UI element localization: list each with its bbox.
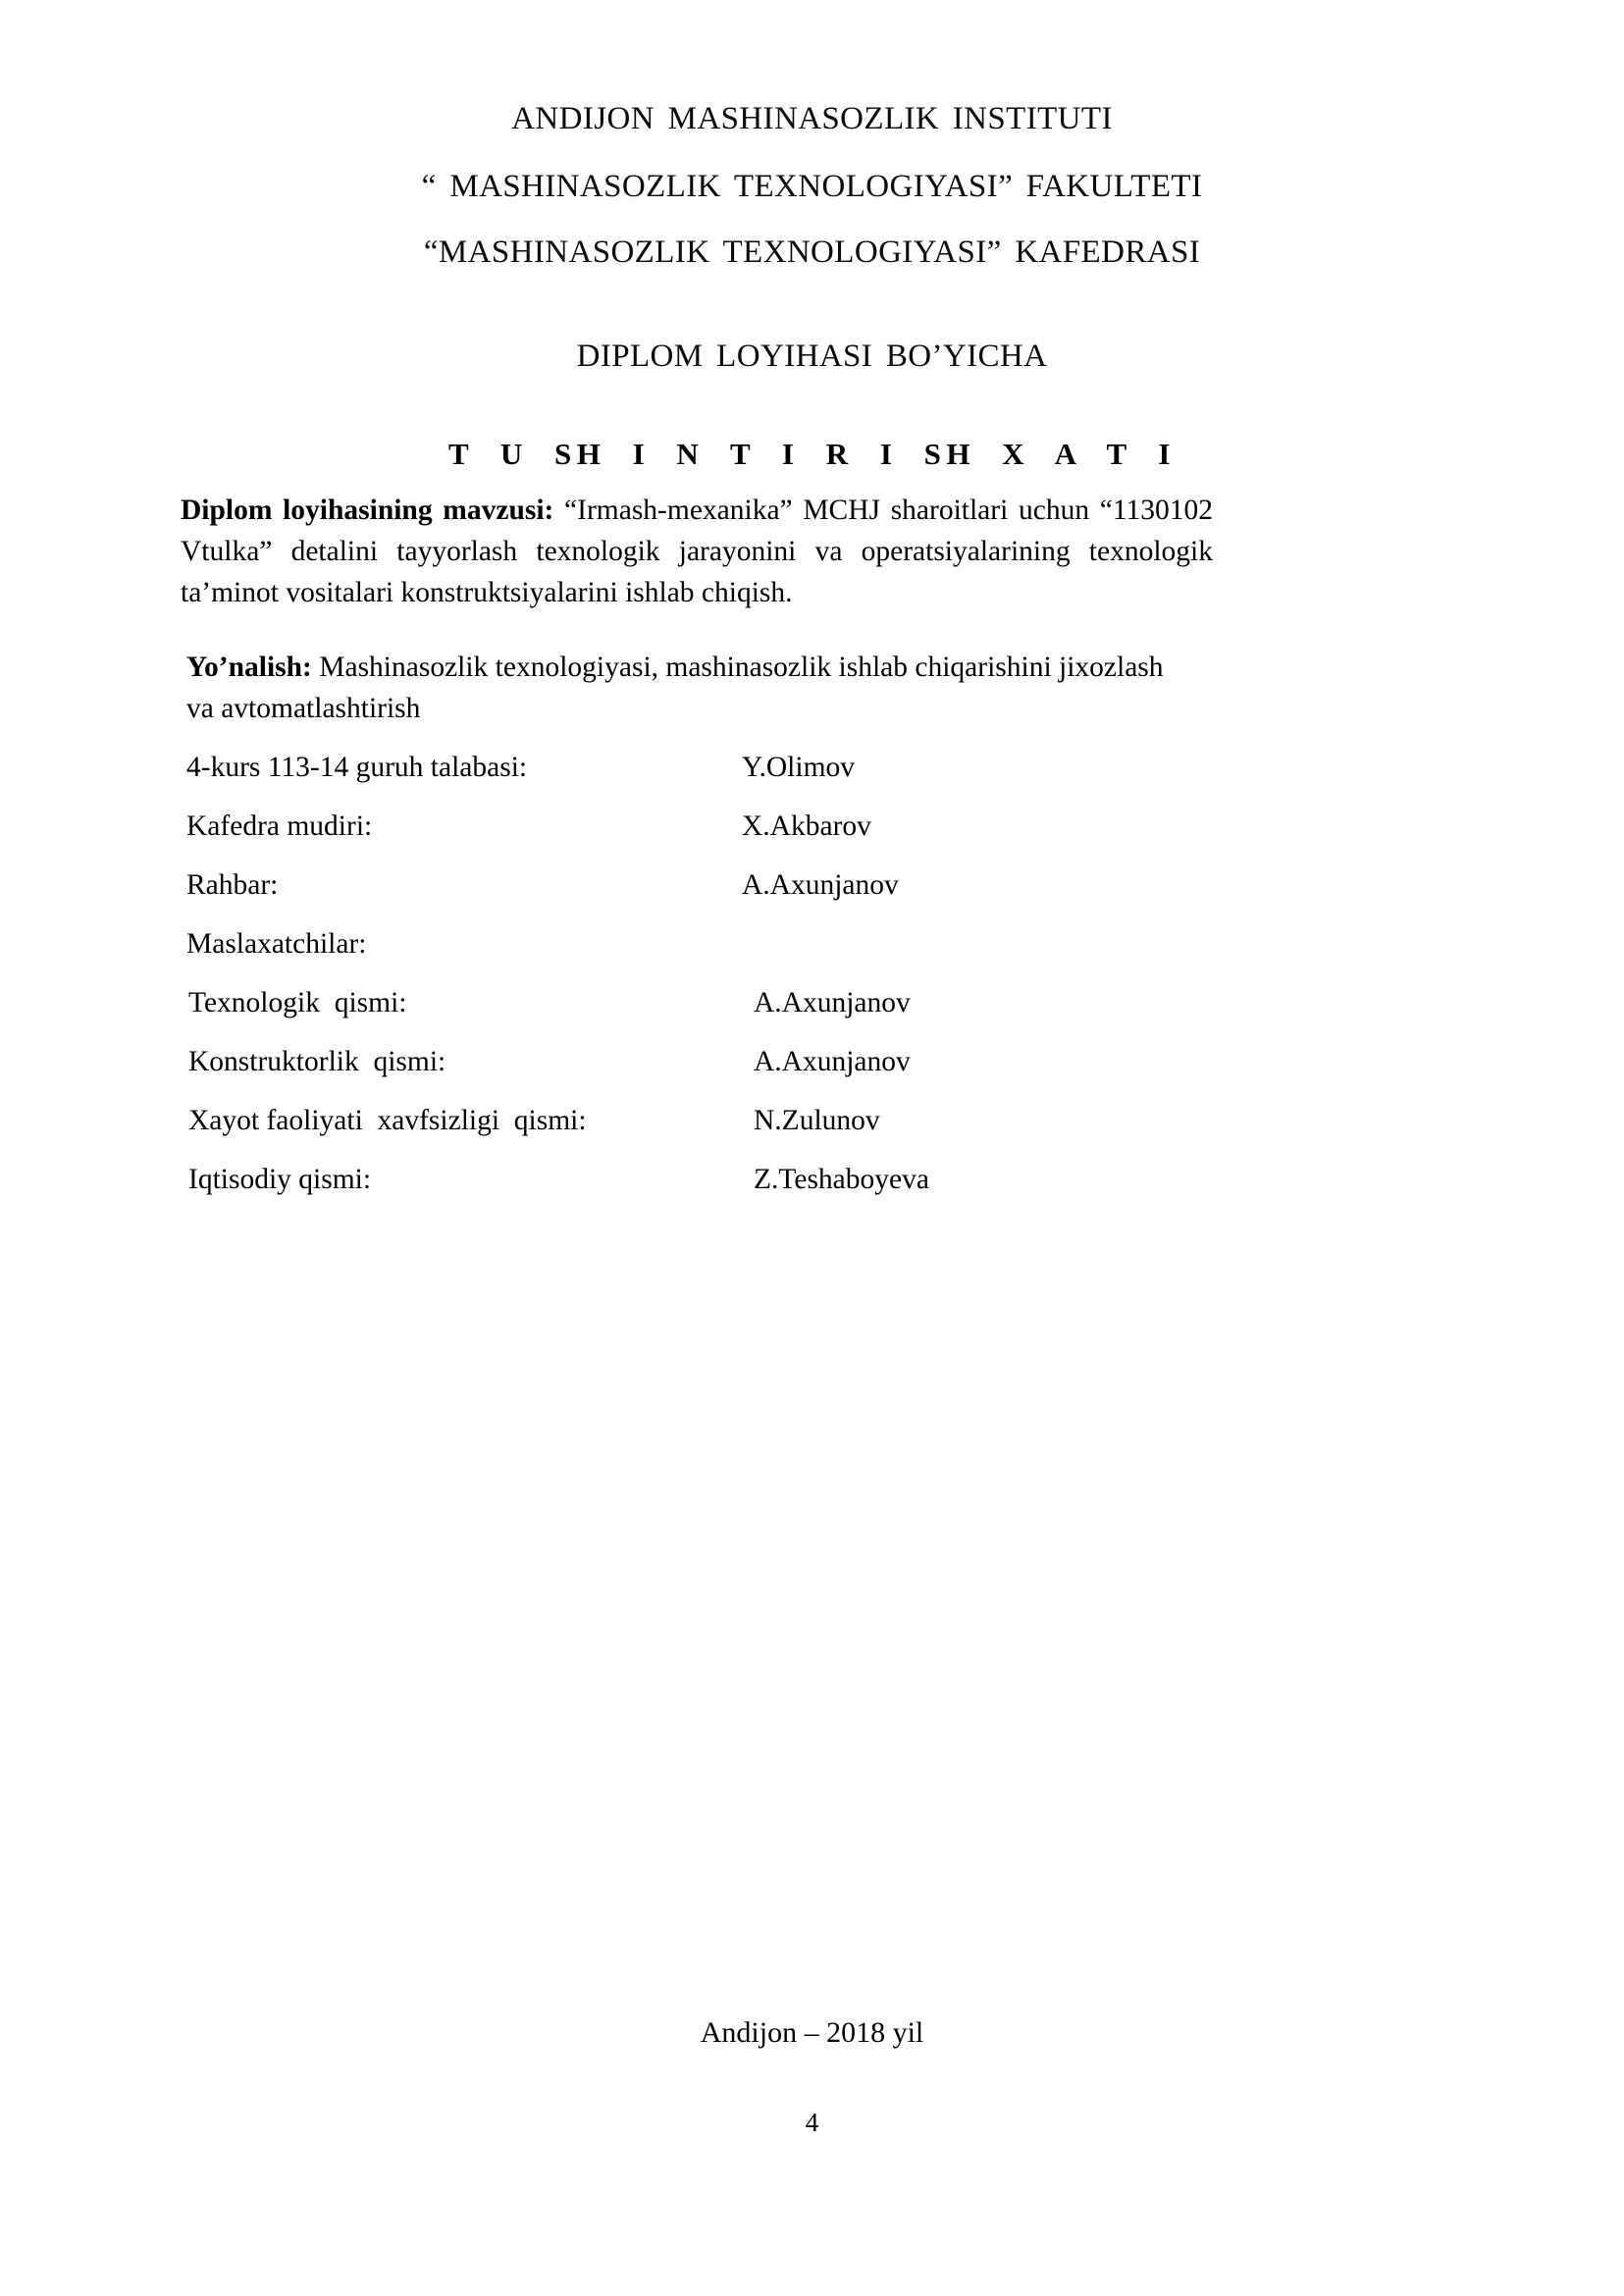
page-number: 4 — [805, 2108, 819, 2137]
topic-text: “Irmash-mexanika” MCHJ sharoitlari uchun “1130102 Vtulka” detalini tayyorlash texnologik jarayonini va operatsiyalarining texnologik ta’minot vositalari konstruktsiyalarini ishlab chiqish. — [181, 495, 1214, 608]
page-title: T U SH I N T I R I SH X A T I — [448, 437, 1176, 471]
signature-row — [186, 738, 1423, 797]
topic-label: Diplom loyihasining mavzusi: — [181, 495, 554, 526]
signature-person-name: A.Axunjanov — [742, 869, 899, 901]
signature-role-label: Konstruktorlik qismi: — [188, 1046, 446, 1077]
footer-place-year: Andijon – 2018 yil — [700, 2016, 924, 2049]
signature-list — [186, 738, 1423, 1209]
signature-role-label: Xayot faoliyati xavfsizligi qismi: — [188, 1105, 587, 1136]
direction-label: Yo’nalish: — [186, 652, 312, 683]
signature-row — [186, 1032, 1423, 1091]
signature-person-name: X.Akbarov — [742, 810, 871, 842]
topic-paragraph — [181, 491, 1213, 614]
signature-role-label: Texnologik qismi: — [188, 987, 407, 1018]
signature-role-label: 4-kurs 113-14 guruh talabasi: — [186, 752, 528, 783]
signature-row — [186, 1150, 1423, 1209]
direction-text: Mashinasozlik texnologiyasi, mashinasozlik ishlab chiqarishini jixozlash va avtomatlashtirish — [186, 652, 1164, 724]
signature-person-name: A.Axunjanov — [754, 987, 911, 1018]
direction-paragraph — [186, 648, 1168, 730]
signature-person-name: A.Axunjanov — [754, 1046, 911, 1077]
heading-faculty: “ MASHINASOZLIK TEXNOLOGIYASI” FAKULTETI — [421, 169, 1203, 204]
signature-person-name: Y.Olimov — [742, 752, 856, 783]
topic-paragraph-container — [181, 491, 1213, 614]
signature-person-name: Z.Teshaboyeva — [754, 1164, 929, 1195]
signature-row — [186, 1091, 1423, 1150]
signature-role-label: Rahbar: — [186, 869, 279, 901]
signature-row — [186, 856, 1423, 914]
signature-person-name: N.Zulunov — [754, 1105, 880, 1136]
heading-project-for: DIPLOM LOYIHASI BO’YICHA — [576, 339, 1048, 374]
direction-paragraph-container — [186, 648, 1168, 730]
signature-row — [186, 797, 1423, 856]
signature-role-label: Maslaxatchilar: — [186, 928, 367, 960]
signature-role-label: Kafedra mudiri: — [186, 810, 373, 842]
signature-row — [186, 914, 1423, 973]
signature-role-label: Iqtisodiy qismi: — [188, 1164, 372, 1195]
heading-department: “MASHINASOZLIK TEXNOLOGIYASI” KAFEDRASI — [423, 235, 1201, 270]
heading-institute: ANDIJON MASHINASOZLIK INSTITUTI — [511, 101, 1113, 136]
signature-row — [186, 973, 1423, 1032]
